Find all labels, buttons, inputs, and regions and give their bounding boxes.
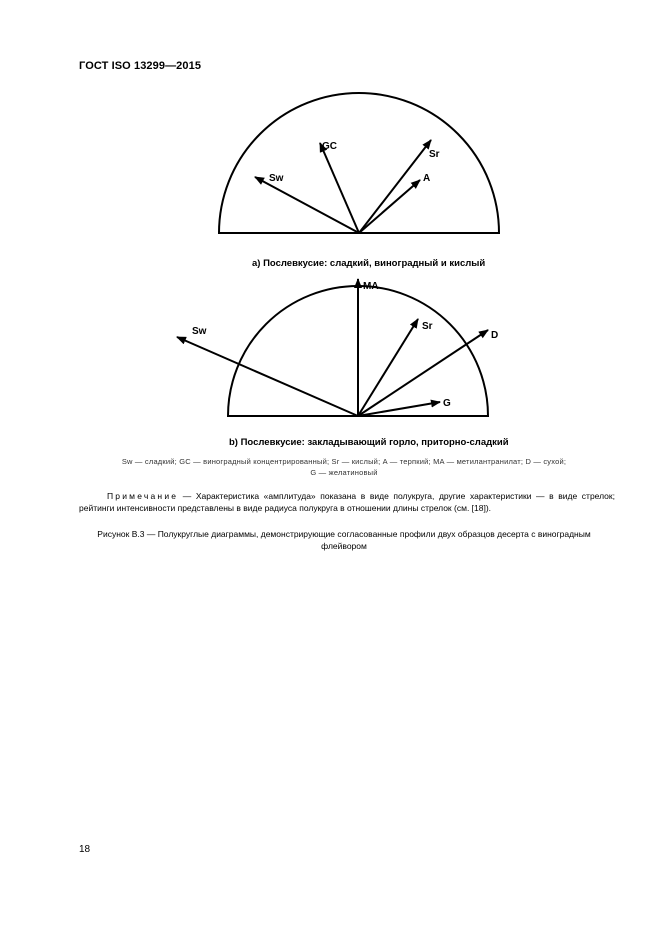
arrow-sw-b [177,337,358,416]
note-lead: Примечание [107,491,179,501]
label-sr-b: Sr [422,321,433,332]
abbreviation-legend [79,456,609,478]
arrow-d [358,330,488,416]
label-sw: Sw [269,173,284,184]
note-paragraph [79,490,615,514]
label-gc: GC [322,141,337,152]
legend-line-2: G — желатиновый [310,468,378,477]
legend-line-1: Sw — сладкий; GC — виноградный концентрированный; Sr — кислый; A — терпкий; MA — метилантранилат; D — сухой; [121,457,567,466]
arrow-gc [320,143,359,233]
label-a: A [423,173,431,184]
arrow-sr [359,140,431,233]
arrow-sr-b [358,319,418,416]
label-d: D [491,330,499,341]
caption-a: a) Послевкусие: сладкий, виноградный и кислый [252,258,486,269]
note-text: — Характеристика «амплитуда» показана в виде полукруга, другие характеристики — в виде стрелок; рейтинги интенсивности представлены в виде радиуса полукруга в отношении длины стрелок (см. [18]). [79,491,615,513]
diagram-b [177,279,498,416]
label-sw-b: Sw [192,326,207,337]
arrow-sw [255,177,359,233]
label-sr: Sr [429,149,440,160]
figure-title: Рисунок В.3 — Полукруглые диаграммы, демонстрирующие согласованные профили двух образцов десерта с виноградным флейвором [97,529,591,551]
page-number: 18 [79,844,91,855]
caption-b: b) Послевкусие: закладывающий горло, приторно-сладкий [229,437,509,448]
diagram-a [219,93,499,233]
label-ma: MA [363,281,379,292]
diagram-a-semicircle [219,93,499,233]
arrow-a [359,180,420,233]
label-g: G [443,398,451,409]
document-code-header: ГОСТ ISO 13299—2015 [79,60,202,72]
